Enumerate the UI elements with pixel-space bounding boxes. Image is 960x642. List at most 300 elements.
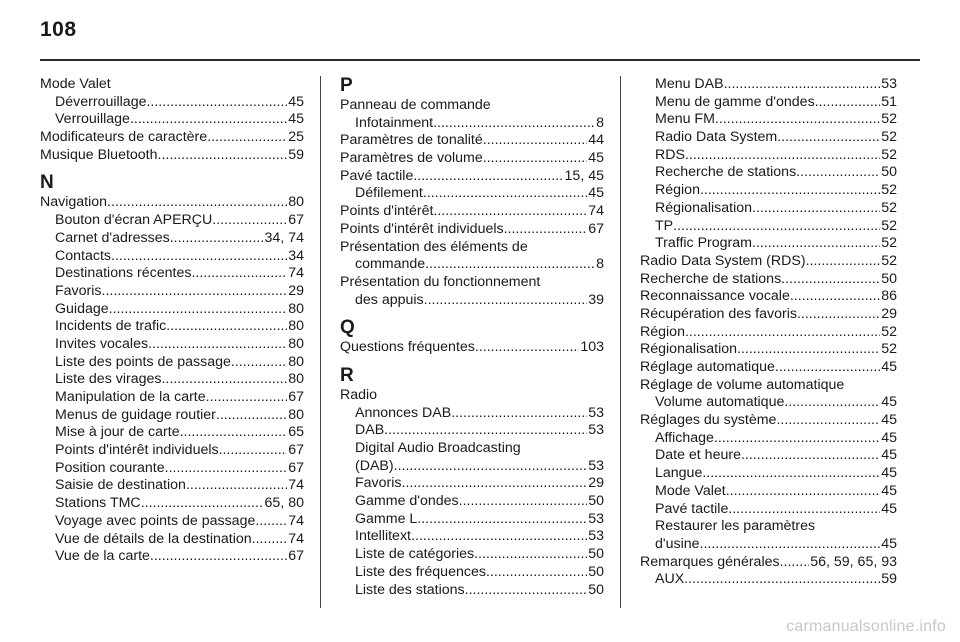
entry-term: Points d'intérêt individuels	[55, 442, 219, 459]
page-reference: 52	[881, 217, 897, 234]
page-reference: 8	[596, 114, 604, 131]
page-reference: 29	[588, 475, 604, 492]
index-subentry	[40, 265, 304, 283]
dot-leader	[394, 458, 588, 476]
index-entry	[340, 339, 604, 357]
index-subentry	[340, 564, 604, 582]
dot-leader	[384, 422, 587, 440]
index-entry	[340, 221, 604, 239]
index-subentry	[340, 440, 604, 458]
dot-leader	[433, 115, 595, 133]
entry-term: Pavé tactile	[655, 500, 729, 517]
page-reference: 80	[288, 300, 304, 317]
entry-term: Liste des stations	[355, 581, 465, 598]
index-subentry	[640, 235, 897, 253]
page-number: 108	[40, 18, 77, 41]
index-subentry	[640, 447, 897, 465]
index-entry	[640, 271, 897, 289]
index-subentry	[340, 493, 604, 511]
index-entry	[640, 306, 897, 324]
watermark: carmanualsonline.info	[786, 618, 946, 635]
entry-term: Menu DAB	[655, 76, 724, 92]
dot-leader	[486, 564, 587, 582]
index-subentry	[640, 465, 897, 483]
index-subentry	[40, 94, 304, 112]
page-reference: 52	[881, 111, 897, 128]
entry-term: Gamme d'ondes	[355, 493, 459, 510]
entry-term: Bouton d'écran APERÇU	[55, 212, 213, 229]
entry-term: Verrouillage	[55, 111, 130, 128]
dot-leader	[815, 94, 881, 112]
index-entry	[40, 147, 304, 165]
page-reference: 52	[881, 323, 897, 340]
entry-term: Recherche de stations	[640, 270, 782, 287]
dot-leader	[111, 248, 287, 266]
page-reference: 39	[588, 291, 604, 308]
dot-leader	[728, 501, 880, 519]
entry-term: Traffic Program	[655, 235, 752, 252]
index-entry	[640, 554, 897, 572]
entry-term: Radio Data System (RDS)	[640, 252, 806, 269]
dot-leader	[752, 235, 880, 253]
index-entry	[40, 129, 304, 147]
index-letter-heading: R	[340, 364, 354, 386]
page-reference: 74	[288, 477, 304, 494]
page-reference: 80	[288, 406, 304, 423]
entry-term: Musique Bluetooth	[40, 146, 158, 163]
index-subentry	[640, 129, 897, 147]
dot-leader	[231, 354, 287, 372]
page-reference: 50	[881, 270, 897, 287]
dot-leader	[451, 405, 587, 423]
page-reference: 59	[881, 571, 897, 588]
entry-term: Points d'intérêt	[340, 203, 434, 220]
page-reference: 50	[881, 164, 897, 181]
entry-term: Menu de gamme d'ondes	[655, 93, 815, 110]
index-subentry	[340, 405, 604, 423]
entry-term: TP	[655, 217, 674, 234]
page-reference: 67	[288, 212, 304, 229]
page-reference: 52	[881, 199, 897, 216]
page-reference: 45	[288, 111, 304, 128]
index-subentry	[40, 336, 304, 354]
dot-leader	[150, 548, 287, 566]
entry-term: Recherche de stations	[655, 164, 797, 181]
index-subentry	[40, 248, 304, 266]
index-subentry	[340, 475, 604, 493]
index-subentry	[340, 511, 604, 529]
page-reference: 74	[588, 203, 604, 220]
dot-leader	[191, 265, 287, 283]
entry-term: Réglage de volume automatique	[640, 376, 845, 393]
page-reference: 45	[881, 447, 897, 464]
page-reference: 67	[288, 442, 304, 459]
dot-leader	[165, 460, 288, 478]
index-entry	[340, 150, 604, 168]
entry-term: DAB	[355, 422, 385, 439]
dot-leader	[483, 150, 587, 168]
entry-term: Contacts	[55, 247, 111, 264]
column-divider	[320, 76, 321, 608]
page-reference: 67	[288, 548, 304, 565]
entry-term: Stations TMC	[55, 495, 141, 512]
entry-term: Carnet d'adresses	[55, 229, 170, 246]
index-subentry	[340, 528, 604, 546]
entry-term: Infotainment	[355, 114, 434, 131]
page-reference: 52	[881, 235, 897, 252]
index-entry	[340, 239, 604, 257]
index-entry	[340, 274, 604, 292]
entry-term: Mise à jour de carte	[55, 424, 180, 441]
entry-term: Menus de guidage routier	[55, 406, 216, 423]
entry-term: Liste des fréquences	[355, 563, 486, 580]
page-reference: 45	[288, 93, 304, 110]
dot-leader	[465, 582, 588, 600]
entry-term: Menu FM	[655, 111, 715, 128]
page-reference: 34, 74	[264, 229, 304, 246]
page-reference: 52	[881, 129, 897, 146]
entry-term: Points d'intérêt individuels	[340, 220, 504, 237]
index-subentry	[640, 182, 897, 200]
index-letter-heading: P	[340, 75, 353, 96]
dot-leader	[402, 475, 588, 493]
dot-leader	[780, 554, 810, 572]
dot-leader	[212, 212, 287, 230]
index-subentry	[40, 389, 304, 407]
index-letter-heading: N	[40, 172, 54, 194]
index-subentry	[640, 111, 897, 129]
page-reference: 80	[288, 194, 304, 211]
dot-leader	[411, 528, 587, 546]
page-reference: 53	[588, 457, 604, 474]
entry-term: Guidage	[55, 300, 109, 317]
entry-term: Reconnaissance vocale	[640, 288, 790, 305]
entry-term: Intellitext	[355, 528, 411, 545]
index-entry	[40, 76, 304, 94]
dot-leader	[130, 111, 287, 129]
dot-leader	[673, 218, 880, 236]
entry-term: commande	[355, 256, 426, 273]
page-reference: 45	[881, 412, 897, 429]
entry-term: Voyage avec points de passage	[55, 512, 256, 529]
index-subentry	[40, 111, 304, 129]
dot-leader	[148, 336, 287, 354]
dot-leader	[216, 407, 287, 425]
dot-leader	[255, 513, 287, 531]
entry-term: AUX	[655, 571, 685, 588]
dot-leader	[700, 182, 880, 200]
index-subentry	[640, 218, 897, 236]
entry-term: RDS	[655, 146, 685, 163]
entry-term: Favoris	[55, 282, 102, 299]
index-column-2	[340, 76, 604, 599]
index-subentry	[640, 147, 897, 165]
dot-leader	[109, 301, 288, 319]
entry-term: Destinations récentes	[55, 265, 192, 282]
index-entry	[640, 377, 897, 395]
entry-term: Régionalisation	[655, 199, 753, 216]
dot-leader	[483, 132, 587, 150]
entry-term: Remarques générales	[640, 553, 780, 570]
index-subentry	[40, 424, 304, 442]
entry-term: Digital Audio Broadcasting	[355, 440, 521, 456]
page-reference: 67	[288, 389, 304, 405]
page-reference: 8	[596, 256, 604, 273]
index-subentry	[40, 442, 304, 460]
entry-term: Volume automatique	[655, 394, 785, 411]
dot-leader	[161, 371, 287, 389]
dot-leader	[685, 147, 880, 165]
entry-term: Paramètres de tonalité	[340, 132, 483, 149]
entry-term: Incidents de trafic	[55, 318, 167, 335]
page-reference: 25	[288, 129, 304, 146]
entry-term: Langue	[655, 465, 703, 482]
index-column-1	[40, 76, 304, 566]
page-reference: 74	[288, 265, 304, 282]
entry-term: Navigation	[40, 194, 108, 211]
index-subentry	[640, 430, 897, 448]
page-reference: 50	[588, 581, 604, 598]
page-reference: 65, 80	[264, 495, 304, 512]
page-reference: 50	[588, 493, 604, 510]
index-subentry	[40, 301, 304, 319]
dot-leader	[206, 389, 288, 407]
index-entry	[340, 387, 604, 405]
page-reference: 15, 45	[564, 167, 604, 184]
index-entry	[340, 168, 604, 186]
entry-term: Radio	[340, 386, 378, 403]
page-reference: 56, 59, 65, 93	[810, 553, 897, 570]
dot-leader	[715, 111, 880, 129]
dot-leader	[474, 546, 587, 564]
entry-term: Paramètres de volume	[340, 150, 483, 167]
entry-term: Récupération des favoris	[640, 305, 797, 322]
page-reference: 67	[288, 459, 304, 476]
page-reference: 45	[588, 185, 604, 202]
page-reference: 74	[288, 530, 304, 547]
index-subentry	[40, 212, 304, 230]
index-subentry	[40, 318, 304, 336]
page-reference: 103	[580, 339, 604, 356]
index-subentry	[640, 164, 897, 182]
index-subentry	[640, 518, 897, 536]
page-reference: 45	[881, 535, 897, 552]
entry-term: Présentation du fonctionnement	[340, 273, 541, 290]
dot-leader	[790, 288, 880, 306]
entry-term: Défilement	[355, 185, 423, 202]
index-letter-heading: Q	[340, 317, 355, 339]
page-reference: 65	[288, 424, 304, 441]
dot-leader	[724, 76, 881, 94]
index-subentry	[40, 477, 304, 495]
entry-term: Réglages du système	[640, 412, 777, 429]
entry-term: des appuis	[355, 291, 424, 308]
page-reference: 50	[588, 563, 604, 580]
dot-leader	[180, 424, 288, 442]
index-entry	[640, 359, 897, 377]
page-reference: 53	[588, 528, 604, 545]
entry-term: Vue de la carte	[55, 548, 150, 565]
dot-leader	[714, 430, 880, 448]
entry-term: Gamme L	[355, 510, 418, 527]
index-entry	[640, 288, 897, 306]
index-subentry	[340, 256, 604, 274]
index-subentry	[40, 371, 304, 389]
dot-leader	[158, 147, 288, 165]
entry-term: Déverrouillage	[55, 93, 147, 110]
page-reference: 34	[288, 247, 304, 264]
dot-leader	[781, 271, 880, 289]
dot-leader	[776, 412, 880, 430]
index-subentry	[40, 354, 304, 372]
index-subentry	[340, 292, 604, 310]
page-reference: 74	[288, 512, 304, 529]
page-reference: 80	[288, 353, 304, 370]
entry-term: Modificateurs de caractère	[40, 129, 208, 146]
index-subentry	[340, 458, 604, 476]
index-subentry	[340, 422, 604, 440]
dot-leader	[417, 511, 587, 529]
page-reference: 45	[881, 359, 897, 375]
index-subentry	[640, 200, 897, 218]
index-subentry	[340, 582, 604, 600]
dot-leader	[102, 283, 288, 301]
entry-term: Mode Valet	[40, 76, 111, 92]
dot-leader	[752, 200, 880, 218]
entry-term: Régionalisation	[640, 341, 738, 358]
index-subentry	[40, 548, 304, 566]
entry-term: Panneau de commande	[340, 97, 491, 113]
page-reference: 53	[881, 76, 897, 92]
index-subentry	[340, 185, 604, 203]
dot-leader	[796, 164, 880, 182]
index-column-3	[640, 76, 897, 589]
index-subentry	[640, 94, 897, 112]
page-reference: 52	[881, 252, 897, 269]
index-entry	[340, 132, 604, 150]
dot-leader	[784, 394, 880, 412]
index-subentry	[640, 76, 897, 94]
header-rule	[40, 59, 920, 61]
dot-leader	[775, 359, 880, 377]
dot-leader	[166, 318, 287, 336]
column-divider	[620, 76, 621, 608]
entry-term: Radio Data System	[655, 129, 778, 146]
entry-term: Liste de catégories	[355, 546, 475, 563]
dot-leader	[797, 306, 880, 324]
page-reference: 45	[881, 500, 897, 517]
page-reference: 86	[881, 288, 897, 305]
page-reference: 45	[881, 429, 897, 446]
dot-leader	[700, 536, 881, 554]
index-entry	[640, 253, 897, 271]
entry-term: d'usine	[655, 535, 700, 552]
dot-leader	[186, 477, 287, 495]
entry-term: Pavé tactile	[340, 167, 414, 184]
index-subentry	[640, 394, 897, 412]
entry-term: Réglage automatique	[640, 359, 775, 375]
index-subentry	[340, 115, 604, 133]
entry-term: Questions fréquentes	[340, 339, 475, 356]
entry-term: Annonces DAB	[355, 404, 452, 421]
page-reference: 52	[881, 146, 897, 163]
dot-leader	[459, 493, 588, 511]
index-subentry	[640, 501, 897, 519]
dot-leader	[170, 230, 264, 248]
index-subentry	[40, 407, 304, 425]
page-reference: 50	[588, 546, 604, 563]
page-reference: 59	[288, 146, 304, 163]
index-entry	[640, 412, 897, 430]
index-entry	[340, 97, 604, 115]
index-entry	[340, 203, 604, 221]
index-subentry	[40, 460, 304, 478]
entry-term: Position courante	[55, 459, 165, 476]
page-reference: 44	[588, 132, 604, 149]
page-reference: 80	[288, 335, 304, 352]
dot-leader	[413, 168, 563, 186]
index-subentry	[40, 513, 304, 531]
page-reference: 80	[288, 318, 304, 335]
dot-leader	[141, 495, 264, 513]
dot-leader	[425, 256, 595, 274]
dot-leader	[685, 324, 880, 342]
index-entry	[40, 194, 304, 212]
dot-leader	[684, 571, 880, 589]
index-entry	[640, 341, 897, 359]
page-reference: 53	[588, 510, 604, 527]
dot-leader	[777, 129, 880, 147]
page-reference: 29	[881, 305, 897, 322]
dot-leader	[433, 203, 587, 221]
page-reference: 45	[881, 465, 897, 482]
index-subentry	[40, 495, 304, 513]
entry-term: Invites vocales	[55, 335, 149, 352]
dot-leader	[726, 483, 881, 501]
page-reference: 29	[288, 282, 304, 299]
entry-term: Saisie de destination	[55, 477, 186, 494]
dot-leader	[219, 442, 288, 460]
index-entry	[640, 324, 897, 342]
dot-leader	[423, 185, 587, 203]
entry-term: Liste des virages	[55, 371, 162, 388]
page-reference: 53	[588, 404, 604, 421]
page-reference: 45	[881, 482, 897, 499]
entry-term: Mode Valet	[655, 482, 726, 499]
entry-term: Restaurer les paramètres	[655, 518, 816, 535]
dot-leader	[702, 465, 880, 483]
dot-leader	[741, 447, 880, 465]
index-subentry	[40, 230, 304, 248]
page-reference: 51	[881, 93, 897, 110]
entry-term: Favoris	[355, 475, 402, 492]
entry-term: Liste des points de passage	[55, 353, 231, 370]
index-subentry	[40, 283, 304, 301]
page-reference: 45	[881, 394, 897, 411]
index-subentry	[640, 571, 897, 589]
page-reference: 52	[881, 182, 897, 199]
index-subentry	[640, 483, 897, 501]
index-subentry	[40, 531, 304, 549]
entry-term: Date et heure	[655, 447, 741, 464]
page-reference: 45	[588, 150, 604, 167]
dot-leader	[207, 129, 287, 147]
dot-leader	[737, 341, 880, 359]
dot-leader	[806, 253, 881, 271]
entry-term: Région	[640, 323, 685, 340]
index-subentry	[340, 546, 604, 564]
dot-leader	[424, 292, 588, 310]
